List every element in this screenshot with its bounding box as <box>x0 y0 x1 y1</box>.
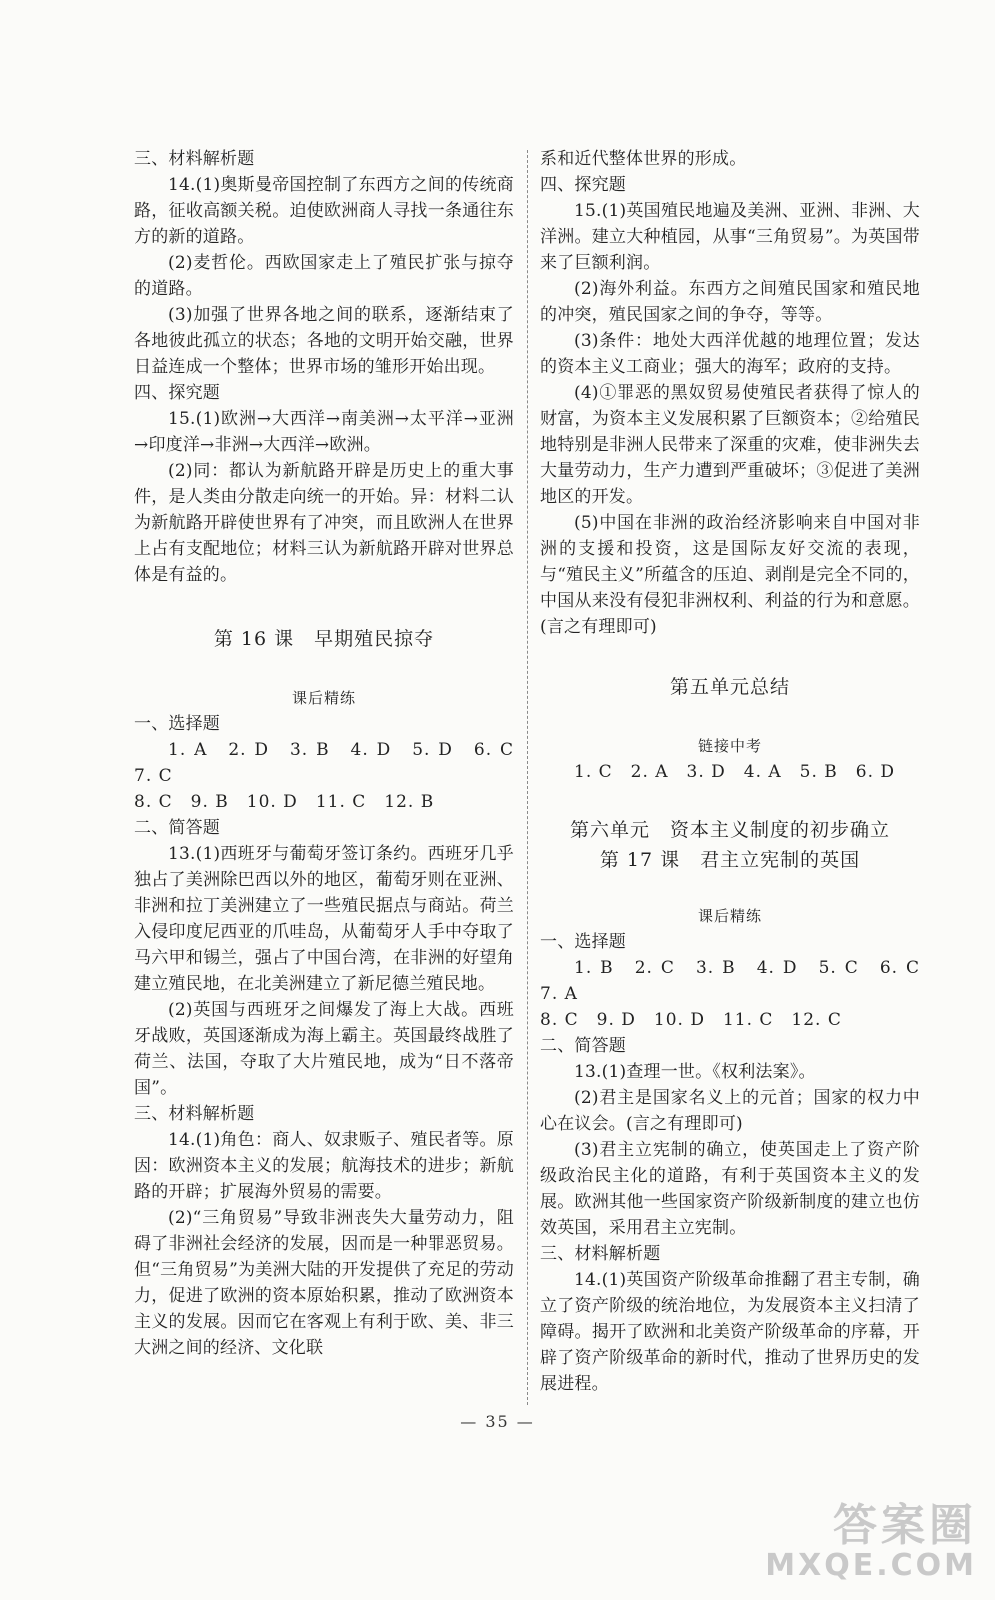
section-heading: 二、简答题 <box>540 1036 626 1056</box>
answer-paragraph: (2)君主是国家名义上的元首；国家的权力中心在议会。(言之有理即可) <box>540 1088 920 1134</box>
answer-paragraph: 14.(1)角色：商人、奴隶贩子、殖民者等。原因：欧洲资本主义的发展；航海技术的进步；新航路的开辟；扩展海外贸易的需要。 <box>134 1130 514 1202</box>
right-practice-blocks <box>540 929 938 1397</box>
answer-key-line: 1. A 2. D 3. B 4. D 5. D 6. C 7. C <box>134 740 532 786</box>
watermark-url: MXQE.COM <box>765 1548 977 1583</box>
right-answer-blocks <box>540 146 920 640</box>
answer-paragraph: 14.(1)奥斯曼帝国控制了东西方之间的传统商路，征收高额关税。迫使欧洲商人寻找一条通往东方的新的道路。 <box>134 175 514 247</box>
page-number: — 35 — <box>460 1412 535 1431</box>
section-heading: 四、探究题 <box>540 175 626 195</box>
practice-label: 课后精练 <box>291 689 356 707</box>
answer-paragraph: (2)“三角贸易”导致非洲丧失大量劳动力，阻碍了非洲社会经济的发展，因而是一种罪恶贸易。但“三角贸易”为美洲大陆的开发提供了充足的劳动力，促进了欧洲的资本原始积累，推动了欧洲资本主义的发展。因而它在客观上有利于欧、美、非三大洲之间的经济、文化联 <box>134 1208 514 1358</box>
answer-paragraph: 13.(1)西班牙与葡萄牙签订条约。西班牙几乎独占了美洲除巴西以外的地区，葡萄牙则在亚洲、非洲和拉丁美洲建立了一些殖民据点与商站。荷兰入侵印度尼西亚的爪哇岛，从葡萄牙人手中夺取了马六甲和锡兰，强占了中国台湾，在非洲的好望角建立殖民地，在北美洲建立了新尼德兰殖民地。 <box>134 844 514 994</box>
watermark-text: 答案圈 <box>833 1500 977 1551</box>
answer-key-line: 1. B 2. C 3. B 4. D 5. C 6. C 7. A <box>540 958 938 1004</box>
answer-paragraph: 14.(1)英国资产阶级革命推翻了君主专制，确立了资产阶级的统治地位，为发展资本主义扫清了障碍。揭开了欧洲和北美资产阶级革命的序幕，开辟了资产阶级革命的新时代，推动了世界历史的发展进程。 <box>540 1270 920 1394</box>
section-heading: 三、材料解析题 <box>134 149 255 169</box>
answer-paragraph: (2)麦哲伦。西欧国家走上了殖民扩张与掠夺的道路。 <box>134 253 514 299</box>
answer-paragraph: (2)海外利益。东西方之间殖民国家和殖民地的冲突，殖民国家之间的争夺，等等。 <box>540 279 920 325</box>
answer-paragraph: 13.(1)查理一世。《权利法案》。 <box>574 1062 816 1082</box>
unit-6-title: 第六单元 资本主义制度的初步确立 <box>569 819 890 841</box>
exam-answers: 1. C 2. A 3. D 4. A 5. B 6. D <box>574 762 896 782</box>
section-heading: 一、选择题 <box>540 932 626 952</box>
section-heading: 系和近代整体世界的形成。 <box>540 149 747 169</box>
left-practice-blocks <box>134 711 532 1361</box>
section-heading: 三、材料解析题 <box>134 1104 255 1124</box>
answer-paragraph: (4)①罪恶的黑奴贸易使殖民者获得了惊人的财富，为资本主义发展积累了巨额资本；②给殖民地特别是非洲人民带来了深重的灾难，使非洲失去大量劳动力，生产力遭到严重破坏；③促进了美洲地区的开发。 <box>540 383 920 507</box>
lesson-16-title: 第 16 课 早期殖民掠夺 <box>213 628 435 650</box>
answer-paragraph: (5)中国在非洲的政治经济影响来自中国对非洲的支援和投资，这是国际友好交流的表现，与“殖民主义”所蕴含的压迫、剥削是完全不同的，中国从来没有侵犯非洲权利、利益的行为和意愿。(言之有理即可) <box>540 513 920 637</box>
watermark-logo <box>765 1502 977 1582</box>
unit-5-summary-title: 第五单元总结 <box>669 676 790 698</box>
section-heading: 四、探究题 <box>134 383 220 403</box>
answer-paragraph: (3)加强了世界各地之间的联系，逐渐结束了各地彼此孤立的状态；各地的文明开始交融，世界日益连成一个整体；世界市场的雏形开始出现。 <box>134 305 514 377</box>
practice-label: 课后精练 <box>697 907 762 925</box>
left-column <box>134 146 532 1361</box>
answer-paragraph: (3)君主立宪制的确立，使英国走上了资产阶级政治民主化的道路，有利于英国资本主义的发展。欧洲其他一些国家资产阶级新制度的建立也仿效英国，采用君主立宪制。 <box>540 1140 920 1238</box>
answer-paragraph: (2)同：都认为新航路开辟是历史上的重大事件，是人类由分散走向统一的开始。异：材料二认为新航路开辟使世界有了冲突，而且欧洲人在世界上占有支配地位；材料三认为新航路开辟对世界总体是有益的。 <box>134 461 514 585</box>
answer-paragraph: 15.(1)欧洲→大西洋→南美洲→太平洋→亚洲→印度洋→非洲→大西洋→欧洲。 <box>134 409 514 455</box>
answer-paragraph: (2)英国与西班牙之间爆发了海上大战。西班牙战败，英国逐渐成为海上霸主。英国最终战胜了荷兰、法国，夺取了大片殖民地，成为“日不落帝国”。 <box>134 1000 514 1098</box>
section-heading: 二、简答题 <box>134 818 220 838</box>
answer-paragraph: (3)条件：地处大西洋优越的地理位置；发达的资本主义工商业；强大的海军；政府的支持。 <box>540 331 920 377</box>
left-answer-blocks <box>134 146 514 588</box>
section-heading: 一、选择题 <box>134 714 220 734</box>
column-divider <box>527 150 528 1405</box>
exam-link-label: 链接中考 <box>697 737 762 755</box>
answer-key-line: 8. C 9. D 10. D 11. C 12. C <box>540 1010 842 1030</box>
answer-paragraph: 15.(1)英国殖民地遍及美洲、亚洲、非洲、大洋洲。建立大种植园，从事“三角贸易”。为英国带来了巨额利润。 <box>540 201 920 273</box>
lesson-17-title: 第 17 课 君主立宪制的英国 <box>599 849 861 871</box>
section-heading: 三、材料解析题 <box>540 1244 661 1264</box>
answer-key-line: 8. C 9. B 10. D 11. C 12. B <box>134 792 435 812</box>
right-column <box>540 146 938 1397</box>
